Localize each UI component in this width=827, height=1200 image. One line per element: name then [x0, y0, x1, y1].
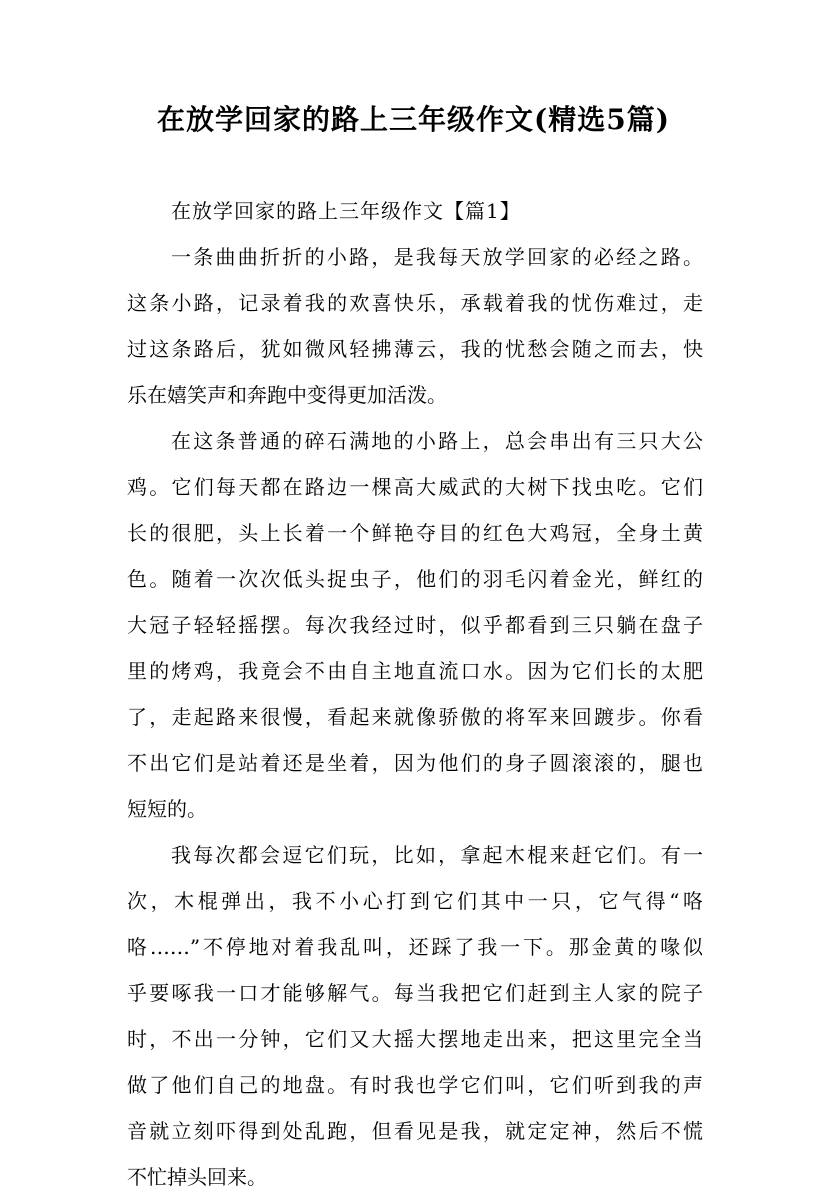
paragraph-line: 我每次都会逗它们玩，比如，拿起木棍来赶它们。有一 [171, 843, 703, 867]
paragraph-line: 乎要啄我一口才能够解气。每当我把它们赶到主人家的院子 [127, 981, 703, 1005]
paragraph-line: 乐在嬉笑声和奔跑中变得更加活泼。 [127, 383, 447, 407]
paragraph-line: 过这条路后，犹如微风轻拂薄云，我的忧愁会随之而去，快 [127, 337, 703, 361]
paragraph-2 [127, 418, 703, 832]
document-title: 在放学回家的路上三年级作文(精选5篇) [157, 103, 670, 136]
paragraph-line: 鸡。它们每天都在路边一棵高大威武的大树下找虫吃。它们 [127, 475, 703, 499]
paragraph-line: 不忙掉头回来。 [127, 1165, 267, 1189]
paragraph-line: 不出它们是站着还是坐着，因为他们的身子圆滚滚的，腿也 [127, 751, 703, 775]
document-body [127, 188, 703, 1200]
paragraph-line: 色。随着一次次低头捉虫子，他们的羽毛闪着金光，鲜红的 [127, 567, 703, 591]
paragraph-line: 大冠子轻轻摇摆。每次我经过时，似乎都看到三只躺在盘子 [127, 613, 703, 637]
paragraph-line: 一条曲曲折折的小路，是我每天放学回家的必经之路。 [171, 245, 703, 269]
paragraph-line: 做了他们自己的地盘。有时我也学它们叫，它们听到我的声 [127, 1073, 703, 1097]
paragraph-line: 这条小路，记录着我的欢喜快乐，承载着我的忧伤难过，走 [127, 291, 703, 315]
paragraph-line: 次，木棍弹出，我不小心打到它们其中一只，它气得“咯 [127, 889, 703, 913]
paragraph-line: 里的烤鸡，我竟会不由自主地直流口水。因为它们长的太肥 [127, 659, 703, 683]
section-heading: 在放学回家的路上三年级作文【篇1】 [171, 199, 521, 223]
paragraph-line: 短短的。 [127, 797, 207, 821]
paragraph-line: 长的很肥，头上长着一个鲜艳夺目的红色大鸡冠，全身土黄 [127, 521, 703, 545]
paragraph-1 [127, 234, 703, 418]
paragraph-line: 音就立刻吓得到处乱跑，但看见是我，就定定神，然后不慌 [127, 1119, 703, 1143]
paragraph-line: 时，不出一分钟，它们又大摇大摆地走出来，把这里完全当 [127, 1027, 703, 1051]
paragraph-line: 在这条普通的碎石满地的小路上，总会串出有三只大公 [171, 429, 703, 453]
paragraph-3 [127, 832, 703, 1200]
paragraph-line: 了，走起路来很慢，看起来就像骄傲的将军来回踱步。你看 [127, 705, 703, 729]
paragraph-line: 咯……”不停地对着我乱叫，还踩了我一下。那金黄的喙似 [127, 935, 703, 959]
